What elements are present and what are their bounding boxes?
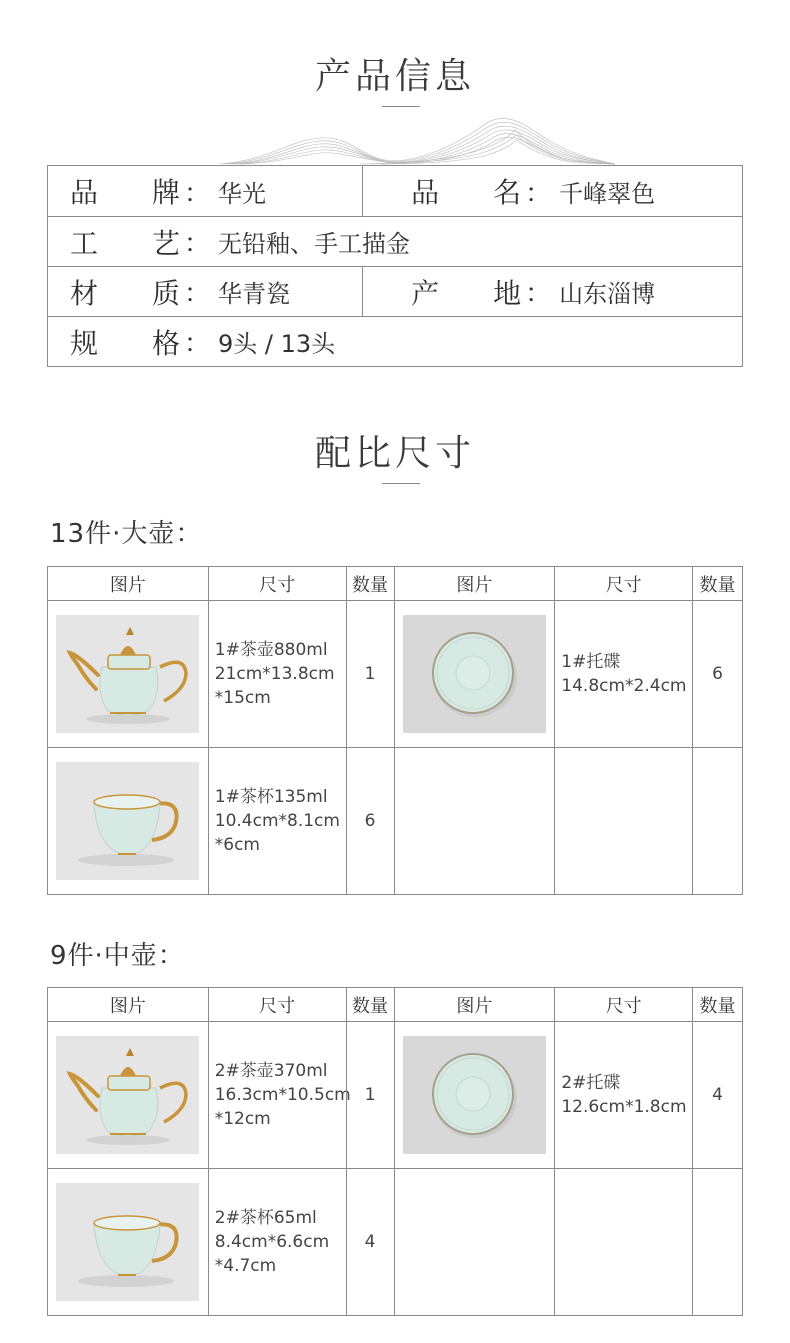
image-cell [48,1022,208,1168]
header-cell: 图片 [394,567,555,600]
table-header-row [48,567,742,600]
header-cell: 图片 [109,995,146,1017]
size-text [561,1071,686,1119]
quantity-cell [692,601,742,747]
teapot-illustration [56,1036,199,1154]
header-cell: 数量 [346,988,394,1021]
info-label [70,171,180,211]
table-row [48,1021,742,1168]
info-label [70,222,180,262]
label-char: 材 [70,276,99,310]
info-value: 无铅釉、手工描金 [218,230,411,258]
info-cell-spec [48,317,742,366]
size-cell [208,601,346,747]
item-dimension: 12.6cm*1.8cm [561,1097,687,1117]
table-row [48,1168,742,1315]
size-text [215,1206,329,1278]
set-table [47,987,743,1316]
label-char: 产 [411,276,440,310]
quantity-cell [692,748,742,894]
info-value: 华光 [218,179,267,208]
info-value: 千峰翠色 [559,179,656,208]
quantity-cell [346,1022,394,1168]
teacup-photo [56,762,199,880]
label-char: 工 [70,226,99,260]
size-cell [554,1169,692,1315]
image-cell [48,748,208,894]
set-table [47,566,743,895]
set-title: 9件·中壶： [50,941,185,971]
header-cell: 尺寸 [554,567,692,600]
colon: ： [184,229,211,259]
label-char: 规 [70,326,99,360]
item-dimension: 16.3cm*10.5cm [214,1085,351,1105]
item-dimension: 14.8cm*2.4cm [561,676,687,696]
colon: ： [184,279,211,309]
info-value: 华青瓷 [218,280,291,308]
size-cell [208,1022,351,1168]
label-char: 质 [151,276,180,310]
image-cell [394,1022,555,1168]
teacup-illustration [56,762,199,880]
mountain-wave-decoration [210,110,620,166]
item-quantity: 4 [364,1232,376,1252]
info-row-brand [48,166,742,216]
item-dimension: *12cm [214,1109,271,1129]
quantity-cell [346,601,394,747]
saucer-photo [403,1036,546,1154]
title-underline [382,106,420,107]
header-cell: 尺寸 [554,988,692,1021]
header-cell: 数量 [692,988,742,1021]
item-quantity: 6 [712,664,723,684]
label-char: 品 [411,176,440,209]
header-cell: 图片 [394,988,555,1021]
image-cell [394,1169,555,1315]
label-char: 名 [493,176,522,209]
item-name: 2#茶壶370ml [214,1061,328,1081]
colon: ： [525,279,552,309]
item-name: 2#托碟 [561,1073,621,1093]
table-row [48,600,742,747]
size-cell [208,1169,346,1315]
item-name: 1#茶壶880ml [214,640,328,660]
size-cell [554,1022,692,1168]
item-dimension: *4.7cm [214,1256,277,1276]
set-title: 13件·大壶： [50,519,203,549]
info-value: 山东淄博 [559,280,656,308]
saucer-illustration [403,1036,546,1154]
item-name: 1#茶杯135ml [214,787,328,807]
colon: ： [184,329,211,359]
item-dimension: 21cm*13.8cm [214,664,335,684]
info-row-spec [48,316,742,366]
info-cell-craft [48,217,742,266]
label-char: 地 [493,276,522,310]
info-label [70,322,180,362]
table-header-row [48,988,742,1021]
table-row [48,747,742,894]
info-value: 9头 / 13头 [218,330,336,358]
label-char: 品 [70,176,99,209]
header-cell: 尺寸 [208,988,346,1021]
size-cell [208,748,346,894]
image-cell [394,748,555,894]
size-section-title: 配比尺寸 [314,433,475,474]
info-cell-material [48,267,362,316]
teacup-photo [56,1183,199,1301]
teapot-illustration [56,615,199,733]
item-quantity: 4 [712,1085,723,1105]
teacup-illustration [56,1183,199,1301]
item-dimension: *6cm [214,835,260,855]
image-cell [48,1169,208,1315]
item-dimension: 8.4cm*6.6cm [214,1232,330,1252]
info-row-craft [48,216,742,266]
label-char: 艺 [151,226,180,260]
quantity-cell [346,748,394,894]
info-label [70,272,180,312]
info-row-material [48,266,742,316]
header-cell: 数量 [692,567,742,600]
info-label [411,171,521,211]
quantity-cell [692,1169,742,1315]
item-quantity: 6 [364,811,376,831]
header-cell: 图片 [109,574,146,596]
info-cell-name [362,166,742,216]
colon: ： [525,178,552,209]
size-cell [554,601,692,747]
teapot-photo [56,1036,199,1154]
item-dimension: 10.4cm*8.1cm [214,811,340,831]
info-cell-brand [48,166,362,216]
product-info-title: 产品信息 [314,56,475,97]
quantity-cell [346,1169,394,1315]
image-cell [48,601,208,747]
header-cell: 尺寸 [208,567,346,600]
size-cell [554,748,692,894]
item-dimension: *15cm [214,688,271,708]
item-name: 1#托碟 [561,652,621,672]
product-info-table [47,165,743,367]
info-cell-origin [362,267,742,316]
item-quantity: 1 [364,664,376,684]
info-label [411,272,521,312]
saucer-illustration [403,615,546,733]
saucer-photo [403,615,546,733]
item-name: 2#茶杯65ml [214,1208,317,1228]
item-quantity: 1 [364,1085,376,1105]
teapot-photo [56,615,199,733]
size-text [561,650,686,698]
size-text [215,638,335,710]
title-underline [382,483,420,484]
size-text [215,1059,351,1131]
size-text [215,785,340,857]
header-cell: 数量 [346,567,394,600]
quantity-cell [692,1022,742,1168]
label-char: 牌 [151,176,180,209]
label-char: 格 [151,326,180,360]
image-cell [394,601,555,747]
colon: ： [184,178,211,209]
